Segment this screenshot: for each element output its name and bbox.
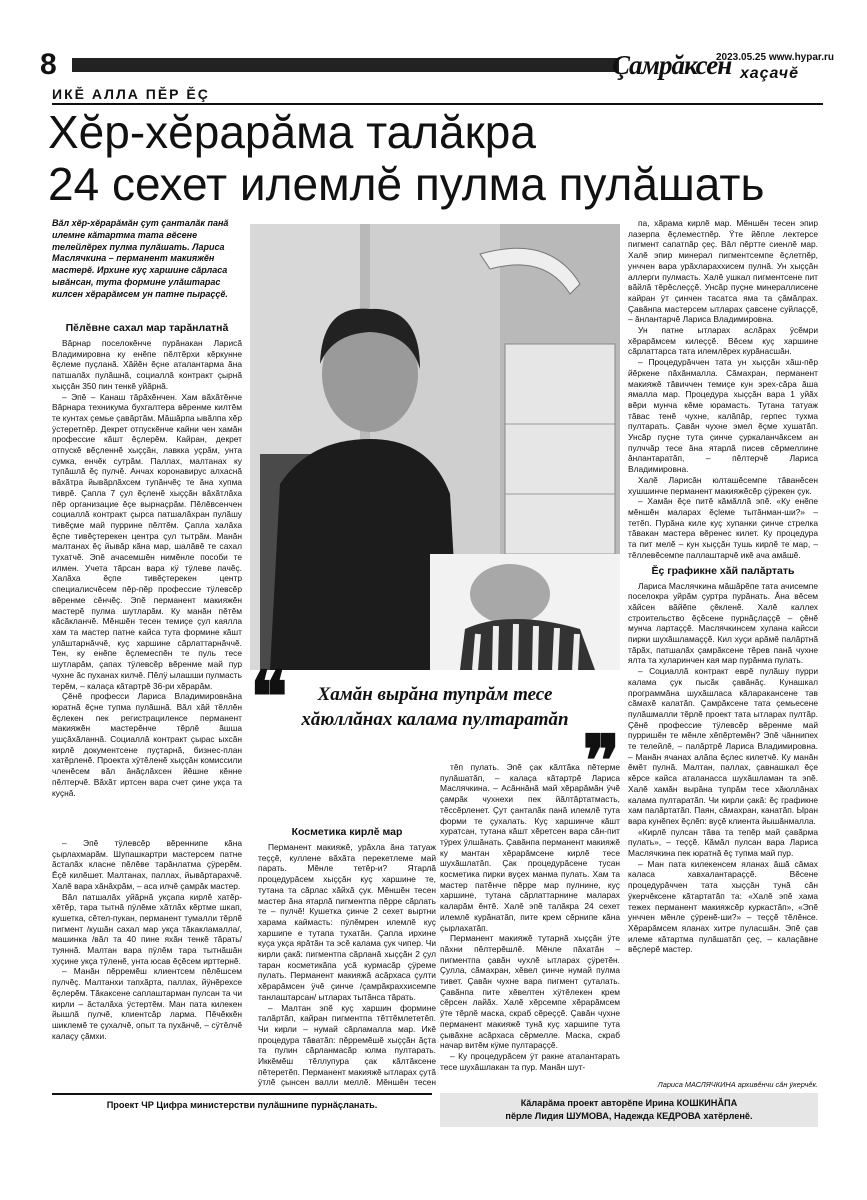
rubric: ИКĔ АЛЛА ПĔР ĔÇ bbox=[52, 86, 210, 102]
page-number: 8 bbox=[40, 48, 57, 81]
paragraph: Вăрнар поселокĕнче пурăнакан Ларисă Владимировна ку енĕпе пĕлтĕрхи кĕркунне ĕçлеме пуçланă. Хăйĕн ĕçне аталантарма ăна патшалăх пулăшнă, социаллă контракт çырнă хыççăн 350 пин тенкĕ уйăрнă. bbox=[52, 338, 242, 391]
paragraph: – Ку процедурăсем ÿт ракне аталантарать тесе шухăшлакан та пур. Манăн шут- bbox=[440, 1050, 620, 1072]
paragraph: Халĕ Ларисăн юлташĕсемпе тăванĕсен хушшинче перманент макияжĕсĕр çÿрекен çук. bbox=[628, 474, 818, 496]
top-bar bbox=[72, 58, 619, 72]
masthead-date: 2023.05.25 www.hypar.ru bbox=[716, 52, 835, 63]
pull-quote-text: Хамăн вырăна тупрăм тесе хăюллăнах калама пултаратăп bbox=[301, 684, 569, 730]
article-photo bbox=[250, 224, 620, 670]
paragraph: Ун патне ытларах аслăрах ÿсĕмри хĕрарăмсем килеççĕ. Вĕсем куç харшине сăрлаттарса тата илемлĕрех курăнасшăн. bbox=[628, 325, 818, 357]
column-a bbox=[52, 318, 242, 838]
masthead-sub: хаçачĕ bbox=[740, 65, 799, 82]
paragraph: «Кирлĕ пулсан тăва та тепĕр май çавăрма пулать», – теççĕ. Кăмăл пулсан вара Лариса Маслячкина пек юратнă ĕç тупма май пур. bbox=[628, 826, 818, 859]
headline-line-2: 24 сехет илемлĕ пулма пулăшать bbox=[48, 158, 765, 210]
rubric-divider bbox=[52, 103, 823, 105]
column-a-continued bbox=[52, 838, 242, 1086]
paragraph: – Хамăн ĕçе питĕ кăмăллă эпĕ. «Ку енĕпе мĕншĕн маларах ĕçleме тытăнман-ши?» – тетĕп. Пурăна киле куç хупанки çинче стрелка тăвакан мастера вĕренес килет. Ку процедура та пит мелĕ – кун хыççăн тушь кирлĕ те мар, – тĕллевĕсемпе паллаштарчĕ икĕ ача амăшĕ. bbox=[628, 496, 818, 560]
paragraph: – Манăн пĕрремĕш клиентсем пĕлĕшсем пулчĕç. Малтанхи тапхăрта, паллах, йÿнĕрехсе ĕçлерĕм. Тăкаксене саплаштарман пулсан та чи кирли – ăсталăха ÿстертĕм. Ман пата килекен йышлă пулчĕ, клиентсăр ларма. Пĕчĕккĕн шиклемĕ те çухалчĕ, опыт та пухăнчĕ, – сÿтĕлчĕ калаçу çăмхи. bbox=[52, 966, 242, 1041]
footer-credits bbox=[440, 1093, 818, 1127]
paragraph: Вăл патшалăх уйăрнă укçапа кирлĕ хатĕр-хĕтĕр, тара тытнă пÿлĕме хăтлăх кĕртме шкап, кушетка, сĕтел-пукан, перманент тумалли тĕрлĕ пигмент /кушăн сахал мар укçа тăкакламалла/, машинка /вăл та 40 пине яхăн тенкĕ тăрать/ туяннă. Малтан вара пÿлĕм тара тытнăшăн хуçине укçа тÿленĕ, унта юсав ĕçĕсем ирттернĕ. bbox=[52, 891, 242, 966]
paragraph: тĕп пулать. Эпĕ çак кăлтăка пĕтерме пулăшатăп, – калаçа кăтартрĕ Лариса Маслячкина. – Асăннăнă май хĕрарăмăн ÿчĕ çамрăк чухнехи пек йăлтăртатмасть, тĕссĕрленет. Çут çанталăк панă илемлĕ тута форми те çухалать. Куç харшинче кăшт хуратсан, тутана кăшт хĕретсен вара сăн-пит тÿрех ÿлшăнать. Çавăнпа перманент макияжĕ ку мантан хĕрарăмсене кирлĕ тесе шухăшлатăп. Çак процедурăсене тусан косметика пирки вуçех манма пулать. Хам та мастер патĕнче пĕрре мар пулнине, куç харшине, тутана сăрлаттарнине маларах каларăм ĕнтĕ. Халĕ эпĕ талăкра 24 сехет илемлĕ курăнатăп, пите крем сĕрнипе кăна çырлахатăп. bbox=[440, 762, 620, 933]
headline-line-1: Хĕр-хĕрарăма талăкра bbox=[48, 106, 536, 158]
paragraph: – Ман пата килекенсем яланах ăшă сăмах каласа хавхалантараççĕ. Вĕсене процедурăччен тата хыççăн тунă сăн ÿкерчĕксене кăтартатăп та: «Халĕ эпĕ хама тежех перманент макияжсĕр куркастăп», «Эпĕ унччен мĕнле çÿренĕ-ши?» – теççĕ тĕлĕнсе. Хĕрарăмсем яланах хитре пуласшăн. Эпĕ çав илеме кăтартма пулăшатăп çеç, – калаçăвне вĕçлерĕ мастер. bbox=[628, 858, 818, 955]
paragraph: па, хăрама кирлĕ мар. Мĕншĕн тесен эпир лазерпа ĕçлеместпĕр. Ÿте йĕпле лектерсе пигмент сапатпăр çеç. Вăл пĕртте сиенлĕ мар. Халĕ эпир минерал пигментсемпе ĕçлетпĕр, унччен вара урăхлараххисем пулнă. Ун хыççăн аллерги пулмасть. Халĕ ушкал пигментсене пит вăйлă тĕрĕслеççĕ. Унсăр пуçне минераллисене кайран ÿт çинчен тасатса яма та çăмăлрах. Çавăнпа мастерсем ытларах çавсене суйлаççĕ, – ăнлантарчĕ Лариса Владимировна. bbox=[628, 218, 818, 325]
paragraph: – Социаллă контракт еврĕ пулăшу пурри калама çук пысăк çавăнăç. Кунашкал программăна шухăшласа кăларакансене тав сăмахĕ калатăп. Çамрăксене тата çемьесене пулăшмалли тĕрлĕ проект тата ытларах пултăр. Çĕнĕ профессие тÿлевсĕр вĕренме май пурришĕн те мĕнле хĕпĕртемĕн? Эпĕ чăннипех те телейлĕ, – палăртрĕ Лариса Владимировна. – Манăн ячанах алăпа ĕçлес килетчĕ. Ку манăн ĕмĕт пулнă. Малтан, паллах, çавнашкал ĕçе кĕрсе кайса аталанасса шухăшламан та эпĕ. Халĕ хамăн вырăна тупрăм тесе хăюллăнах калама пултаратăп. Чи кирли çакă: ĕç графикне хам палăртатăп. Паян, сăмахран, канатăп. Ыран вара кунĕпех ĕçлĕп: вуçĕ клиента йышăнмалла. bbox=[628, 666, 818, 826]
subhead-c: Косметика кирлĕ мар bbox=[291, 826, 403, 838]
footer-credits-line-1: Кăларăма проект авторĕпе Ирина КОШКИНĂПА bbox=[520, 1098, 738, 1108]
column-d bbox=[440, 762, 620, 1088]
paragraph: – Малтан эпĕ куç харшин формине талăртăп, кайран пигментпа тĕттĕмлететĕп. Чи кирли – нумай сăрламалла мар. Икĕ процедура тăватăп: пĕрремĕшĕ хыççăн ăçта та пулин сăрланмасăр юлма пултарать. Иккĕмĕш тĕллупура çак кăлтăксене пĕтеретĕп. Перманент макияжĕ ытларах çутă ÿтлĕ çынсен валли меллĕ. Мĕншĕн тесен bbox=[258, 1002, 436, 1088]
paragraph: Çĕнĕ професси Лариса Владимировнăна юратнă ĕçне тупма пулăшнă. Вăл хăй тĕллĕн ĕçлекен пек регистрациленсе перманент макияжĕн мастерĕнче тĕрлĕ ăшша ушçăхăланнă. Социаллă контракт çырас ыхсăн кирлĕ документсене пуçтарнă, бизнес-план хатĕрленĕ. Проекта хÿтĕленĕ хыççăн комиссили членĕсем вăл ăнăçлăхсен йĕшне кĕнне пĕлтерчĕ. Вăхăт иртсен вара счет çине укçа та куçнă. bbox=[52, 691, 242, 798]
column-c bbox=[258, 822, 436, 1088]
subhead-e: Ĕç графикне хăй палăртать bbox=[651, 564, 795, 577]
close-quote-icon: ❞ bbox=[582, 724, 620, 801]
photo-caption: Лариса МАСЛЯЧКИНА архивĕнчи сăн ÿкерчĕк. bbox=[657, 1080, 818, 1089]
paragraph: – Эпĕ – Канаш тăрăхĕнчен. Хам вăхăтĕнче Вăрнара техникума бухгалтера вĕренме килтĕм те кунтах çемье çавăртăм. Мăшăрпа ывăлпа хĕр ÿстеретпĕр. Декрет отпускĕнче кайни чен хамăн профессие кăшт ĕçлерĕм. Кайран, декрет отпускĕ вĕçленнĕ хыççăн, лавкка уçрăм, унта сумка, енчĕк сутрăм. Паллах, малтанах ку тупăшлă ĕç пулчĕ. Анчах коронавирус алхаснă вăхăтра йывăрлăхсем тупăнчĕç те ăна хупма тиврĕ. Çапла 7 çул ĕçленĕ хыççăн вăхăтлăха пĕр организацие ĕçе вырнаçрăм. Пĕлĕвсенчен социаллă контракт çырса патшалăхран пулăшу тивĕçме май пуррине пĕлтĕм. Çапла халăха ĕçпе тивĕçтерекен центра çул тытрăм. Манăн малтанах ĕç йывăр кăна мар, шалăвĕ те сахал тухатчĕ. Эпĕ ачасемшĕн нимĕнле пособи те илмен. Учета тăрсан вара кÿ тÿлеве пачĕç. Халăха ĕçпе тивĕçтерекен центр специалисчĕсем пĕр-пĕр профессие тÿлевсĕр вĕренме сĕнчĕç. Эпĕ перманент макияжĕн мастерĕ пулма шутларăм. Ку манăн пĕтĕм кăсăкланчĕ. Мĕншĕн тесен темиçе çул каялла хам та мастер патне кайса тута формине кăшт улăштарнăччĕ, куç харшине сăрлаттарнăччĕ. Тен, ку енĕпе ĕçлемеспĕн те пуль тесе шутларăм, çапах тÿлевсĕр вĕренме май пур чухне ăс пуханах килчĕ. Пĕлÿ ылашши пулмасть терĕм, – калаçа кăтартрĕ 36-ри хĕрарăм. bbox=[52, 391, 242, 691]
headline bbox=[48, 106, 764, 210]
column-e bbox=[628, 218, 818, 1078]
subhead-a: Пĕлĕвне сахал мар тарăнлатнă bbox=[65, 322, 229, 334]
photo-illustration bbox=[250, 224, 620, 670]
footer-project-note: Проект ЧР Цифра министерстви пулăшнипе пурнăçланать. bbox=[52, 1093, 432, 1110]
paragraph: – Эпĕ тÿлевсĕр вĕреннипе кăна çырлахмарăм. Шупашкартри мастерсем патне ăсталăх класне пĕлĕве тарăнлатма çÿрерĕм. Ĕçĕ килĕшет. Малтанах, паллах, йывăртарахчĕ. Халĕ вара хăнăхрăм, – аса илчĕ çамрăк мастер. bbox=[52, 838, 242, 891]
masthead-logo: Çамрăксен bbox=[612, 50, 732, 80]
paragraph: Перманент макияжĕ, урăхла ăна татуаж теççĕ, куллене вăхăта перекетлеме май парать. Мĕнле тетĕр-и? Ятарлă процедурăсем хыççăн куç харшине те, тутана та сăрлас хăйхă çук. Мĕншĕн тесен мастер ăна ятарлă пигментпа пĕрре сăрлать те – пулчĕ! Кушетка çинче 2 сехет выртни харама каймасть: пÿлĕмрен илемлĕ куç харшипе е тутапа тухатăн. Çапла ирхине куçа укçа ярăтăн та эсĕ калама çук чипер. Чи кирли çакă: пигментпа сăрланă хыççăн 2 çул таран косметикăпа усă курмасăр çÿреме пулать. Перманент макияжă асăрхаса çулти хĕрарăмсен ÿчĕ çинче /çамрăкраххисемпе танлаштарсан/ ытларах тытăнса тăрать. bbox=[258, 842, 436, 1002]
paragraph: Лариса Маслячкина мăшăрĕпе тата ачисемпе поселокра уйрăм çуртра пурăнать. Ăна вĕсем хăйсен вăйĕпе çĕкленĕ. Халĕ каллех строительство ĕçĕсене пурнăçлаççĕ – çĕнĕ мунча лартаççĕ. Маслячкинсем хулана кайсси пирки шухăшламаççĕ. Кил хуçи арăмĕ палăртнă тăрăх, патшалăх çамрăксене тĕрев панă чухне ялта та хуларинчен кая мар пурăнма пулать. bbox=[628, 580, 818, 666]
footer-credits-line-2: пĕрле Лидия ШУМОВА, Надежда КЕДРОВА хатĕрленĕ. bbox=[505, 1111, 753, 1121]
masthead bbox=[612, 50, 835, 86]
lead-paragraph: Вăл хĕр-хĕрарăмăн çут çанталăк панă илемне кăтартма тата вĕсене телейлĕрех пулма пулăшать. Лариса Маслячкина – перманент макияжĕн мастерĕ. Ирхине куç харшине сăрласа ывăнсан, тута формине улăштарас килсен хĕрарăмсем ун патне пыраççĕ. bbox=[52, 218, 229, 299]
paragraph: – Процедурăччен тата ун хыççăн хăш-пĕр йĕркене пăхăнмалла. Сăмахран, перманент макияжĕ тăвиччен темиçе кун эрех-сăра ăша ямалла мар. Процедура хыççăн вара 1 уйăх вĕри мунча кĕме юрамасть. Тутана татуаж тăвас тенĕ чухне, калăпăр, герпес тухма пултарать. Çавăн чухне эмел ĕçме хушатăп. Унсăр пуçне тута çинче çуркаланчăксем ан пулччăр тесе ăна ятарлă писев сĕрмеллине ăнлантаратăп, – пĕлтерчĕ Лариса Владимировна. bbox=[628, 357, 818, 475]
paragraph: Перманент макияжĕ тутарнă хыççăн ÿте пăхни пĕлтерĕшлĕ. Мĕнле пăхатăн – пигментпа çавăн чухлĕ ытларах çÿретĕн. Çулла, сăмахран, хĕвел çинче нумай пулма тивет. Çавăн чухне вара пигмент çуталать. Çавăнпа пите хĕвелтен хÿтĕлекен крем сĕрсен лайăх. Халĕ хĕрсемпе хĕрарăмсем ÿте тĕрлĕ маска, скраб сĕреççĕ. Çавăн чухне перманент макияжĕ тунă куç харшипе тута çывăхне асăрхаса сĕрмелле. Маска, скраб начар витĕм кÿме пултараççĕ. bbox=[440, 933, 620, 1051]
open-quote-icon: ❝ bbox=[250, 660, 288, 737]
